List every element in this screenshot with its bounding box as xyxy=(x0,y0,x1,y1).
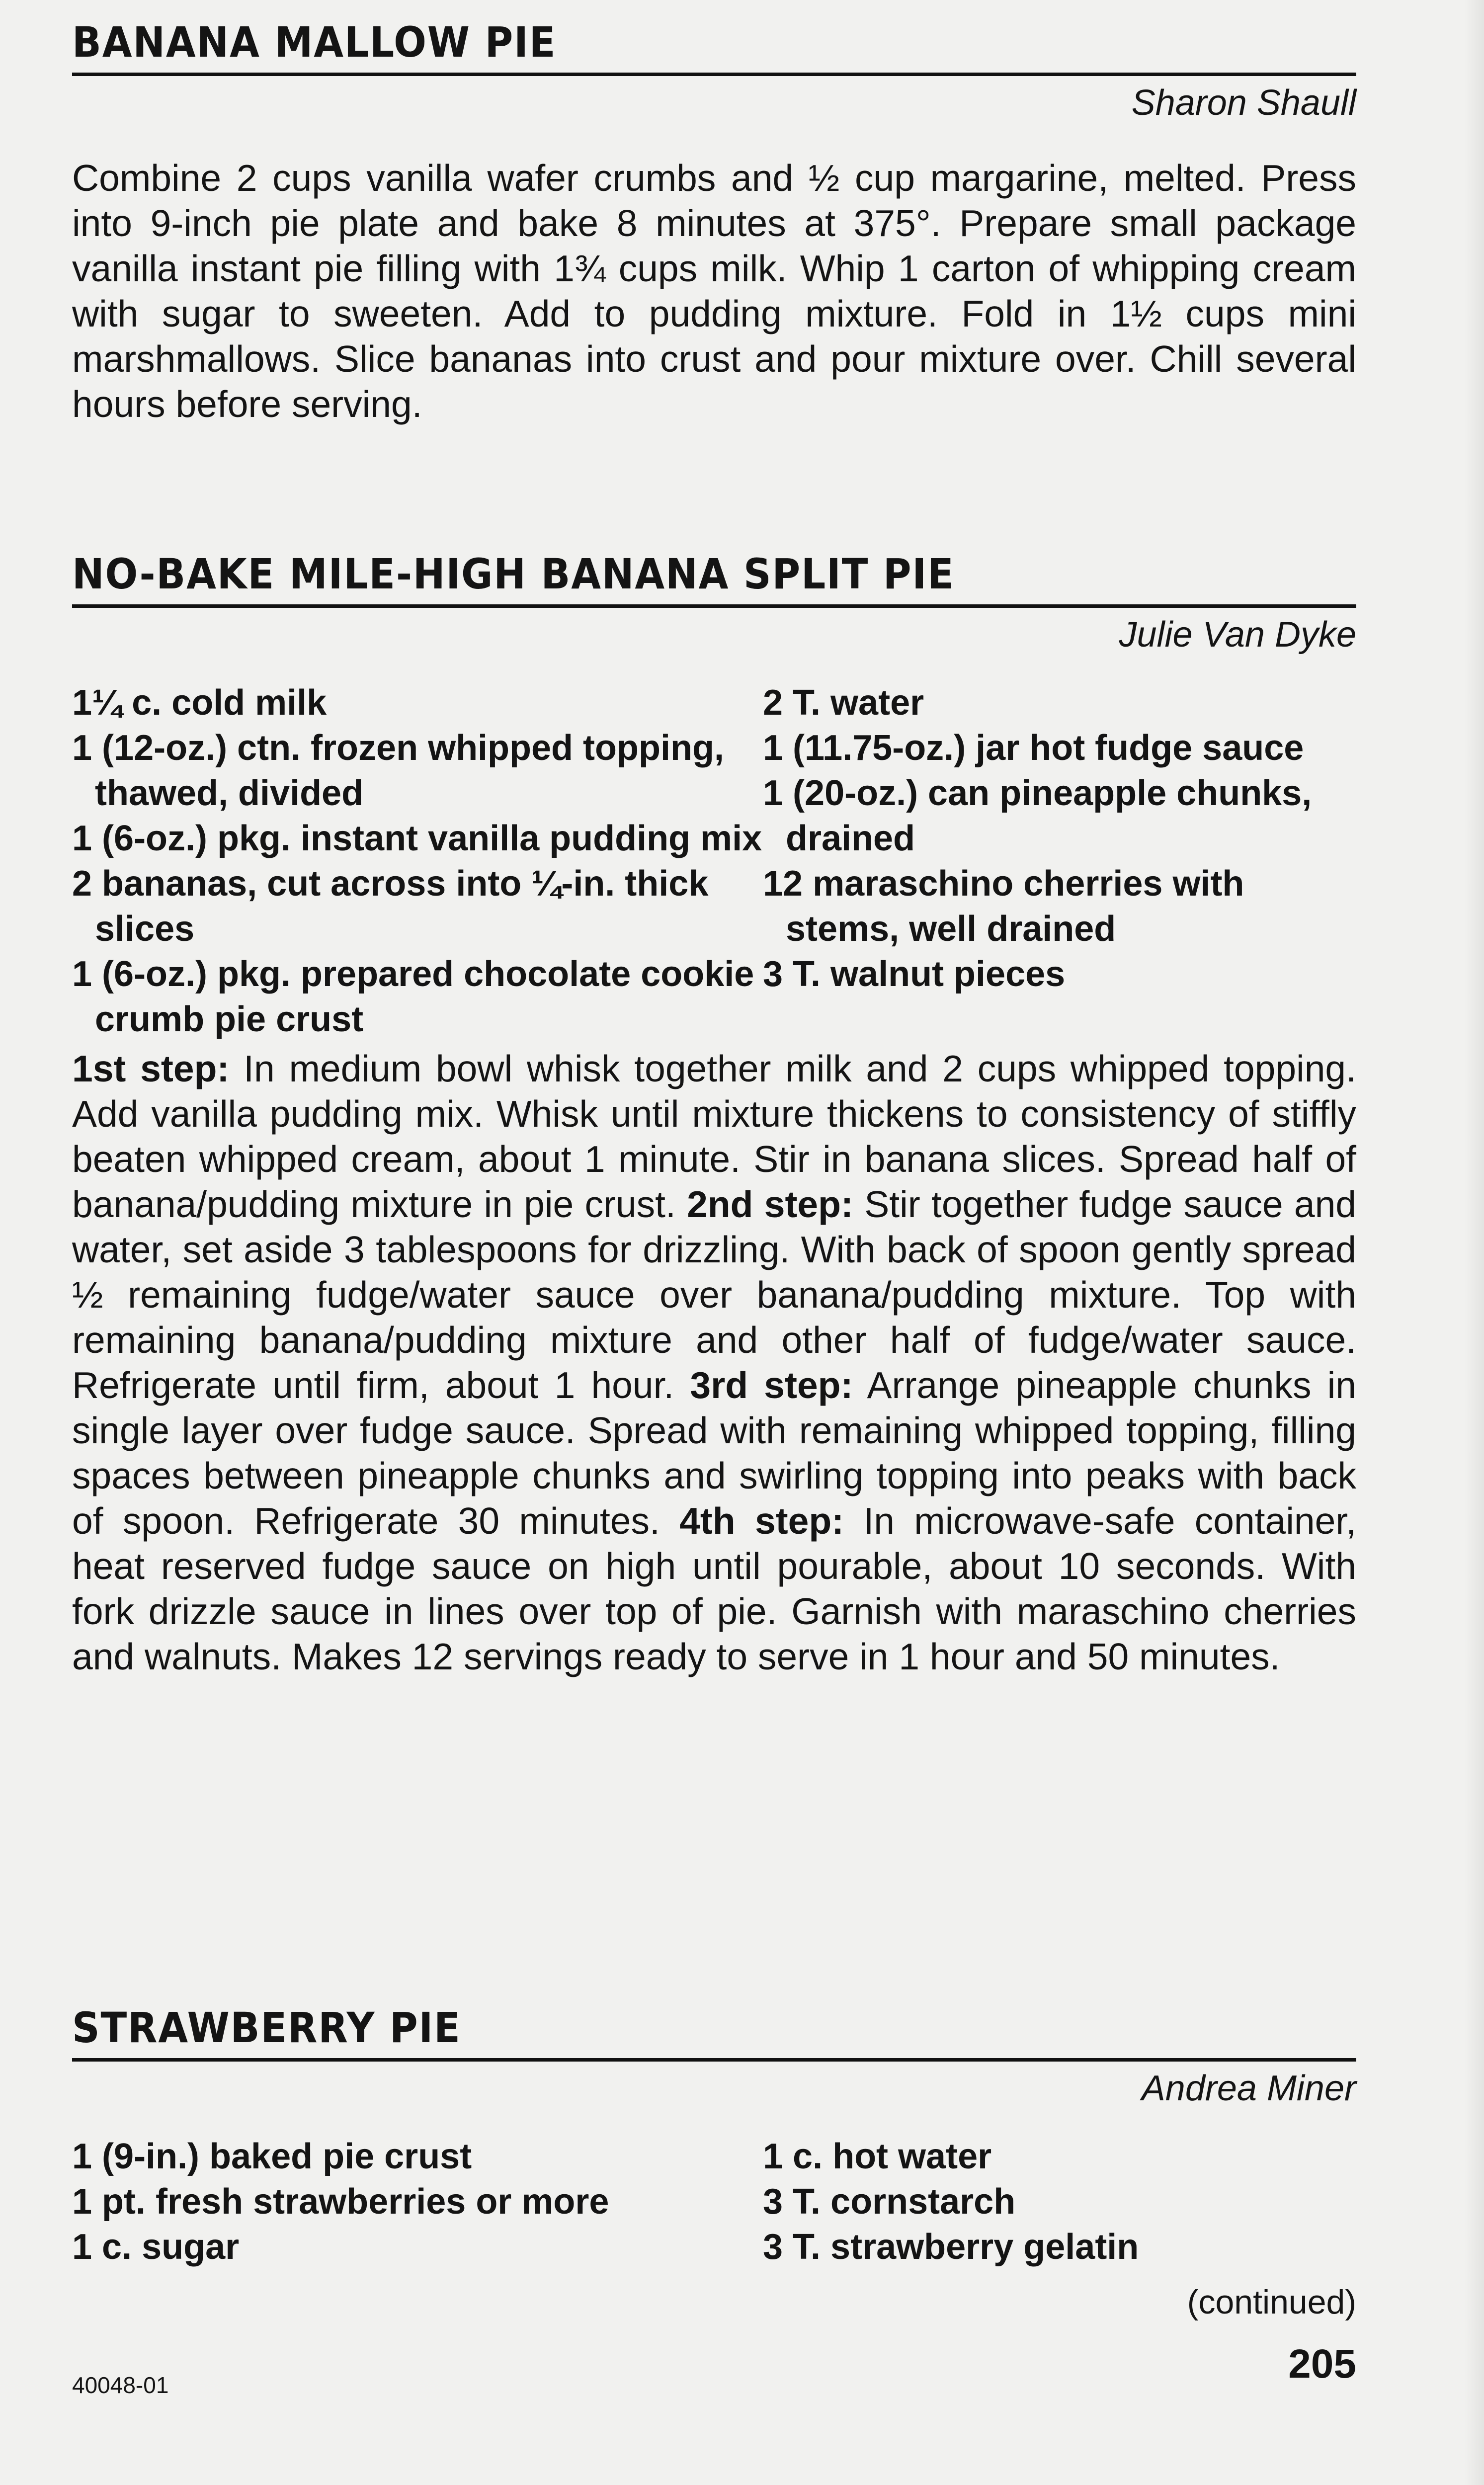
recipe-title: NO-BAKE MILE-HIGH BANANA SPLIT PIE xyxy=(72,550,955,598)
recipe-banana-mallow-pie xyxy=(72,15,1356,427)
ingredient-list xyxy=(72,2134,1356,2270)
ingredient-column-right xyxy=(763,680,1356,1042)
recipe-author: Julie Van Dyke xyxy=(1119,615,1356,655)
recipe-directions xyxy=(72,1046,1356,1679)
ingredient-item: 1¼ c. cold milk xyxy=(72,683,327,723)
step-label: 2nd step: xyxy=(687,1183,853,1225)
ingredient-item: 1 (12-oz.) ctn. frozen whipped topping, thawed, divided xyxy=(72,728,724,813)
step-text: Arrange pineapple chunks in single layer over fudge sauce. Spread with remaining whipped topping, filling spaces between pineapple chunks and swirling topping into peaks with back of spoon. Refrigerate 30 minutes. xyxy=(72,1364,1356,1542)
recipe-directions: Combine 2 cups vanilla wafer crumbs and ½ cup margarine, melted. Press into 9-inch pie plate and bake 8 minutes at 375°. Prepare small package vanilla instant pie filling with 1¾ cups milk. Whip 1 carton of whipping cream with sugar to sweeten. Add to pudding mixture. Fold in 1½ cups mini marshmallows. Slice bananas into crust and pour mixture over. Chill several hours before serving. xyxy=(72,157,1356,425)
recipe-author: Andrea Miner xyxy=(1141,2069,1356,2108)
ingredient-item: 12 maraschino cherries with stems, well drained xyxy=(763,864,1244,949)
step-label: 4th step: xyxy=(679,1500,844,1542)
step-text: Stir together fudge sauce and water, set aside 3 tablespoons for drizzling. With back of spoon gently spread ½ remaining fudge/water sauce over banana/pudding mixture. Top with remaining banana/pudding mixture and other half of fudge/water sauce. Refrigerate until firm, about 1 hour. xyxy=(72,1183,1356,1406)
ingredient-item: 3 T. walnut pieces xyxy=(763,954,1066,994)
ingredient-item: 1 pt. fresh strawberries or more xyxy=(72,2182,609,2222)
ingredient-item: 2 bananas, cut across into ¼-in. thick slices xyxy=(72,864,709,949)
title-divider xyxy=(72,2058,1356,2062)
continued-note: (continued) xyxy=(1187,2283,1356,2321)
step-text: In medium bowl whisk together milk and 2 cups whipped topping. Add vanilla pudding mix. Whisk until mixture thickens to consistency of stiffly beaten whipped cream, about 1 minute. Stir in banana slices. Spread half of banana/pudding mixture in pie crust. xyxy=(72,1048,1356,1225)
recipe-title: STRAWBERRY PIE xyxy=(72,2003,461,2052)
ingredient-column-left xyxy=(72,2134,763,2270)
ingredient-column-left xyxy=(72,680,763,1042)
ingredient-list xyxy=(72,680,1356,1042)
title-divider xyxy=(72,604,1356,608)
ingredient-item: 1 c. sugar xyxy=(72,2227,240,2267)
ingredient-item: 1 (11.75-oz.) jar hot fudge sauce xyxy=(763,728,1304,768)
ingredient-item: 1 (6-oz.) pkg. instant vanilla pudding mix xyxy=(72,819,762,858)
step-label: 1st step: xyxy=(72,1048,230,1089)
ingredient-column-right xyxy=(763,2134,1356,2270)
recipe-banana-split-pie xyxy=(72,547,1356,1679)
footer-code: 40048-01 xyxy=(72,2372,169,2398)
title-divider xyxy=(72,73,1356,76)
step-text: In microwave-safe container, heat reserved fudge sauce on high until pourable, about 10 seconds. With fork drizzle sauce in lines over top of pie. Garnish with maraschino cherries and walnuts. Makes 12 servings ready to serve in 1 hour and 50 minutes. xyxy=(72,1500,1356,1677)
ingredient-item: 2 T. water xyxy=(763,683,924,723)
page-edge-shadow xyxy=(1464,0,1484,2485)
ingredient-item: 1 (6-oz.) pkg. prepared chocolate cookie crumb pie crust xyxy=(72,954,754,1039)
recipe-title: BANANA MALLOW PIE xyxy=(72,18,557,67)
ingredient-item: 1 (20-oz.) can pineapple chunks, drained xyxy=(763,773,1312,858)
step-label: 3rd step: xyxy=(690,1364,853,1406)
ingredient-item: 3 T. cornstarch xyxy=(763,2182,1016,2222)
page-number: 205 xyxy=(1288,2341,1356,2387)
recipe-author: Sharon Shaull xyxy=(1131,83,1356,123)
recipe-strawberry-pie xyxy=(72,2000,1356,2325)
ingredient-item: 3 T. strawberry gelatin xyxy=(763,2227,1139,2267)
ingredient-item: 1 (9-in.) baked pie crust xyxy=(72,2137,472,2176)
ingredient-item: 1 c. hot water xyxy=(763,2137,992,2176)
